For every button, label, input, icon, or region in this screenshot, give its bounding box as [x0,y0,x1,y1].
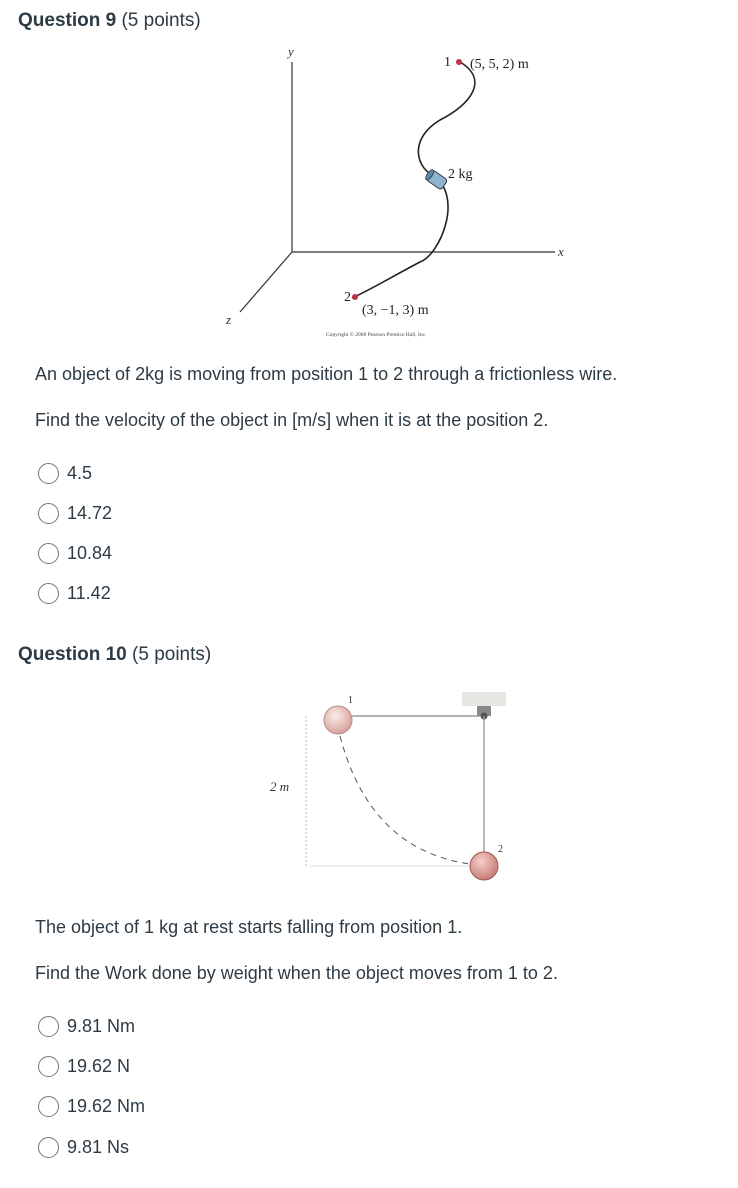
y-axis-label: y [288,44,294,59]
question-10-option-3[interactable] [38,1093,145,1119]
question-9-prompt-1: An object of 2kg is moving from position 1 to 2 through a frictionless wire. [35,364,618,384]
question-9-option-4[interactable] [38,580,111,606]
option-label: 14.72 [67,502,113,523]
question-10-figure [0,680,738,890]
question-9-figure [0,0,738,345]
option-label: 9.81 Nm [67,1015,136,1036]
point-2-label: 2 [498,844,503,855]
copyright-text: Copyright © 2008 Pearson Prentice Hall, Inc. [326,332,427,338]
question-10-prompt-2: Find the Work done by weight when the object moves from 1 to 2. [35,963,558,983]
radio-button[interactable] [38,1096,59,1117]
question-10-option-1[interactable] [38,1013,135,1039]
option-label: 19.62 Nm [67,1095,146,1116]
radio-button[interactable] [38,543,59,564]
height-label: 2 m [270,779,290,794]
question-9-option-3[interactable] [38,540,112,566]
point-1-label: 1 [348,695,353,706]
point-2-marker [352,294,358,300]
question-10-points: (5 points) [132,644,212,665]
radio-button[interactable] [38,583,59,604]
question-9-option-2[interactable] [38,500,112,526]
option-label: 9.81 Ns [67,1136,130,1157]
question-9-option-1[interactable] [38,460,92,486]
z-axis-label: z [226,312,232,327]
point-1-coords: (5, 5, 2) m [470,57,529,72]
option-label: 10.84 [67,542,113,563]
radio-button[interactable] [38,1137,59,1158]
option-label: 11.42 [67,582,111,603]
question-10-option-2[interactable] [38,1053,130,1079]
question-9-points: (5 points) [121,10,201,31]
ball-position-1 [324,706,352,734]
point-2-label: 2 [344,290,351,305]
option-label: 19.62 N [67,1055,131,1076]
point-1-label: 1 [444,55,451,70]
option-label: 4.5 [67,462,93,483]
question-10-prompt-1: The object of 1 kg at rest starts falling from position 1. [35,917,463,937]
ball-position-2 [470,852,498,880]
ceiling-support [462,692,506,706]
point-1-marker [456,59,462,65]
question-10-number: Question 10 [18,644,127,665]
swing-trajectory [340,736,470,864]
radio-button[interactable] [38,1016,59,1037]
question-9-prompt-2: Find the velocity of the object in [m/s] when it is at the position 2. [35,410,549,430]
question-10-option-4[interactable] [38,1134,129,1160]
question-10-title [18,644,211,666]
question-9-number: Question 9 [18,10,117,31]
radio-button[interactable] [38,1056,59,1077]
z-axis [240,252,292,312]
x-axis-label: x [558,244,564,259]
radio-button[interactable] [38,503,59,524]
point-2-coords: (3, −1, 3) m [362,303,429,318]
radio-button[interactable] [38,463,59,484]
mass-label: 2 kg [448,167,473,182]
